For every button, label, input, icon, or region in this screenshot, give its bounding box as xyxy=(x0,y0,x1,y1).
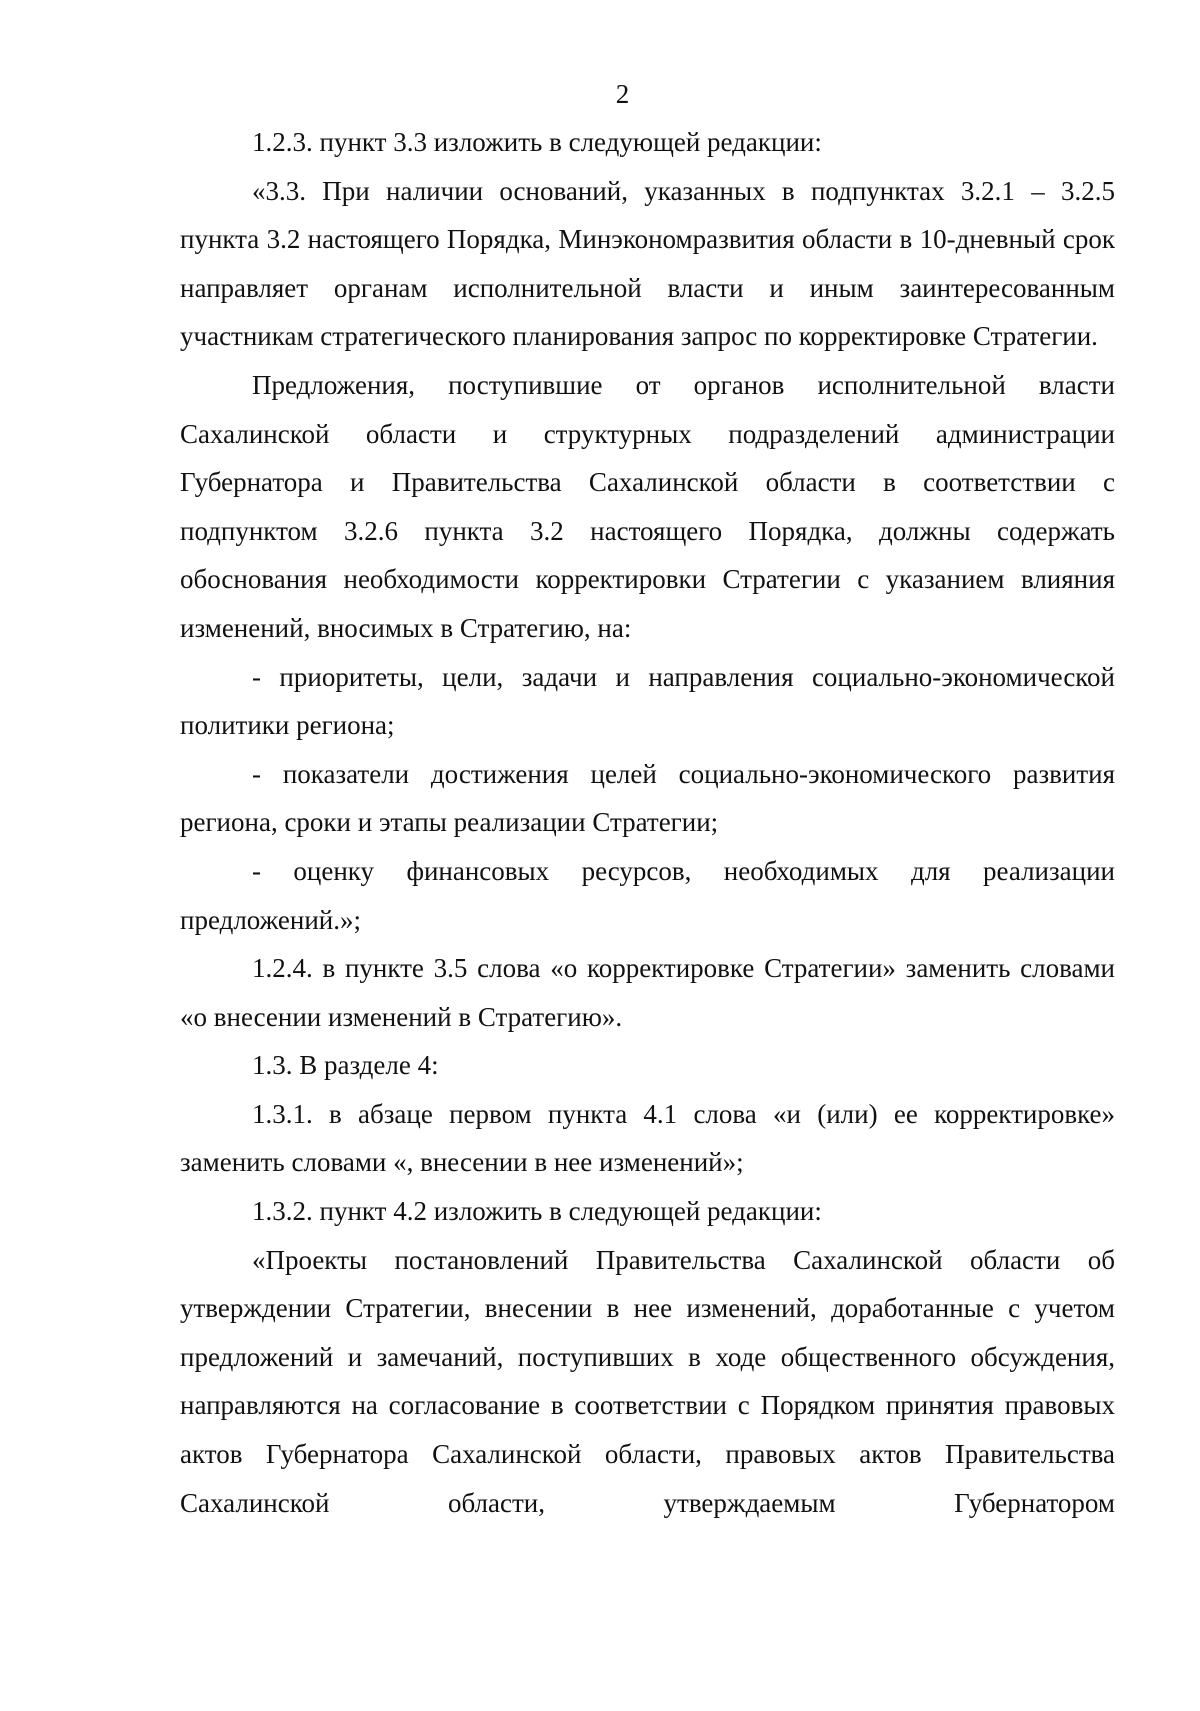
paragraph-1-3-1: 1.3.1. в абзаце первом пункта 4.1 слова «и (или) ее корректировке» заменить словами «, внесении в нее изменений»; xyxy=(180,1098,1115,1178)
paragraph-1-3: 1.3. В разделе 4: xyxy=(252,1050,439,1081)
list-item-indicators: - показатели достижения целей социально-экономического развития региона, сроки и этапы реализации Стратегии; xyxy=(180,758,1115,838)
list-item-financial: - оценку финансовых ресурсов, необходимых для реализации предложений.»; xyxy=(180,855,1115,935)
paragraph-1-3-2: 1.3.2. пункт 4.2 изложить в следующей редакции: xyxy=(252,1196,822,1227)
document-body xyxy=(180,118,1115,1527)
page-number: 2 xyxy=(615,79,630,109)
paragraph-3-3-quote: «3.3. При наличии оснований, указанных в подпунктах 3.2.1 – 3.2.5 пункта 3.2 настоящего Порядка, Минэкономразвития области в 10-дневный срок направляет органам исполнительной власти и иным заинтересованным участникам стратегического планирования запрос по корректировке Стратегии. xyxy=(180,175,1115,352)
paragraph-1-2-4: 1.2.4. в пункте 3.5 слова «о корректировке Стратегии» заменить словами «о внесении изменений в Стратегию». xyxy=(180,953,1115,1032)
paragraph-projects-quote: «Проекты постановлений Правительства Сахалинской области об утверждении Стратегии, внесении в нее изменений, доработанные с учетом предложений и замечаний, поступивших в ходе общественного обсуждения, направляются на согласование в соответствии с Порядком принятия правовых актов Губернатора Сахалинской области, правовых актов Правительства Сахалинской области, утверждаемым Губернатором xyxy=(180,1244,1115,1518)
paragraph-proposals: Предложения, поступившие от органов исполнительной власти Сахалинской области и структурных подразделений администрации Губернатора и Правительства Сахалинской области в соответствии с подпунктом 3.2.6 пункта 3.2 настоящего Порядка, должны содержать обоснования необходимости корректировки Стратегии с указанием влияния изменений, вносимых в Стратегию, на: xyxy=(180,369,1115,643)
list-item-priorities: - приоритеты, цели, задачи и направления социально-экономической политики региона; xyxy=(180,661,1115,741)
paragraph-1-2-3: 1.2.3. пункт 3.3 изложить в следующей редакции: xyxy=(252,127,822,157)
